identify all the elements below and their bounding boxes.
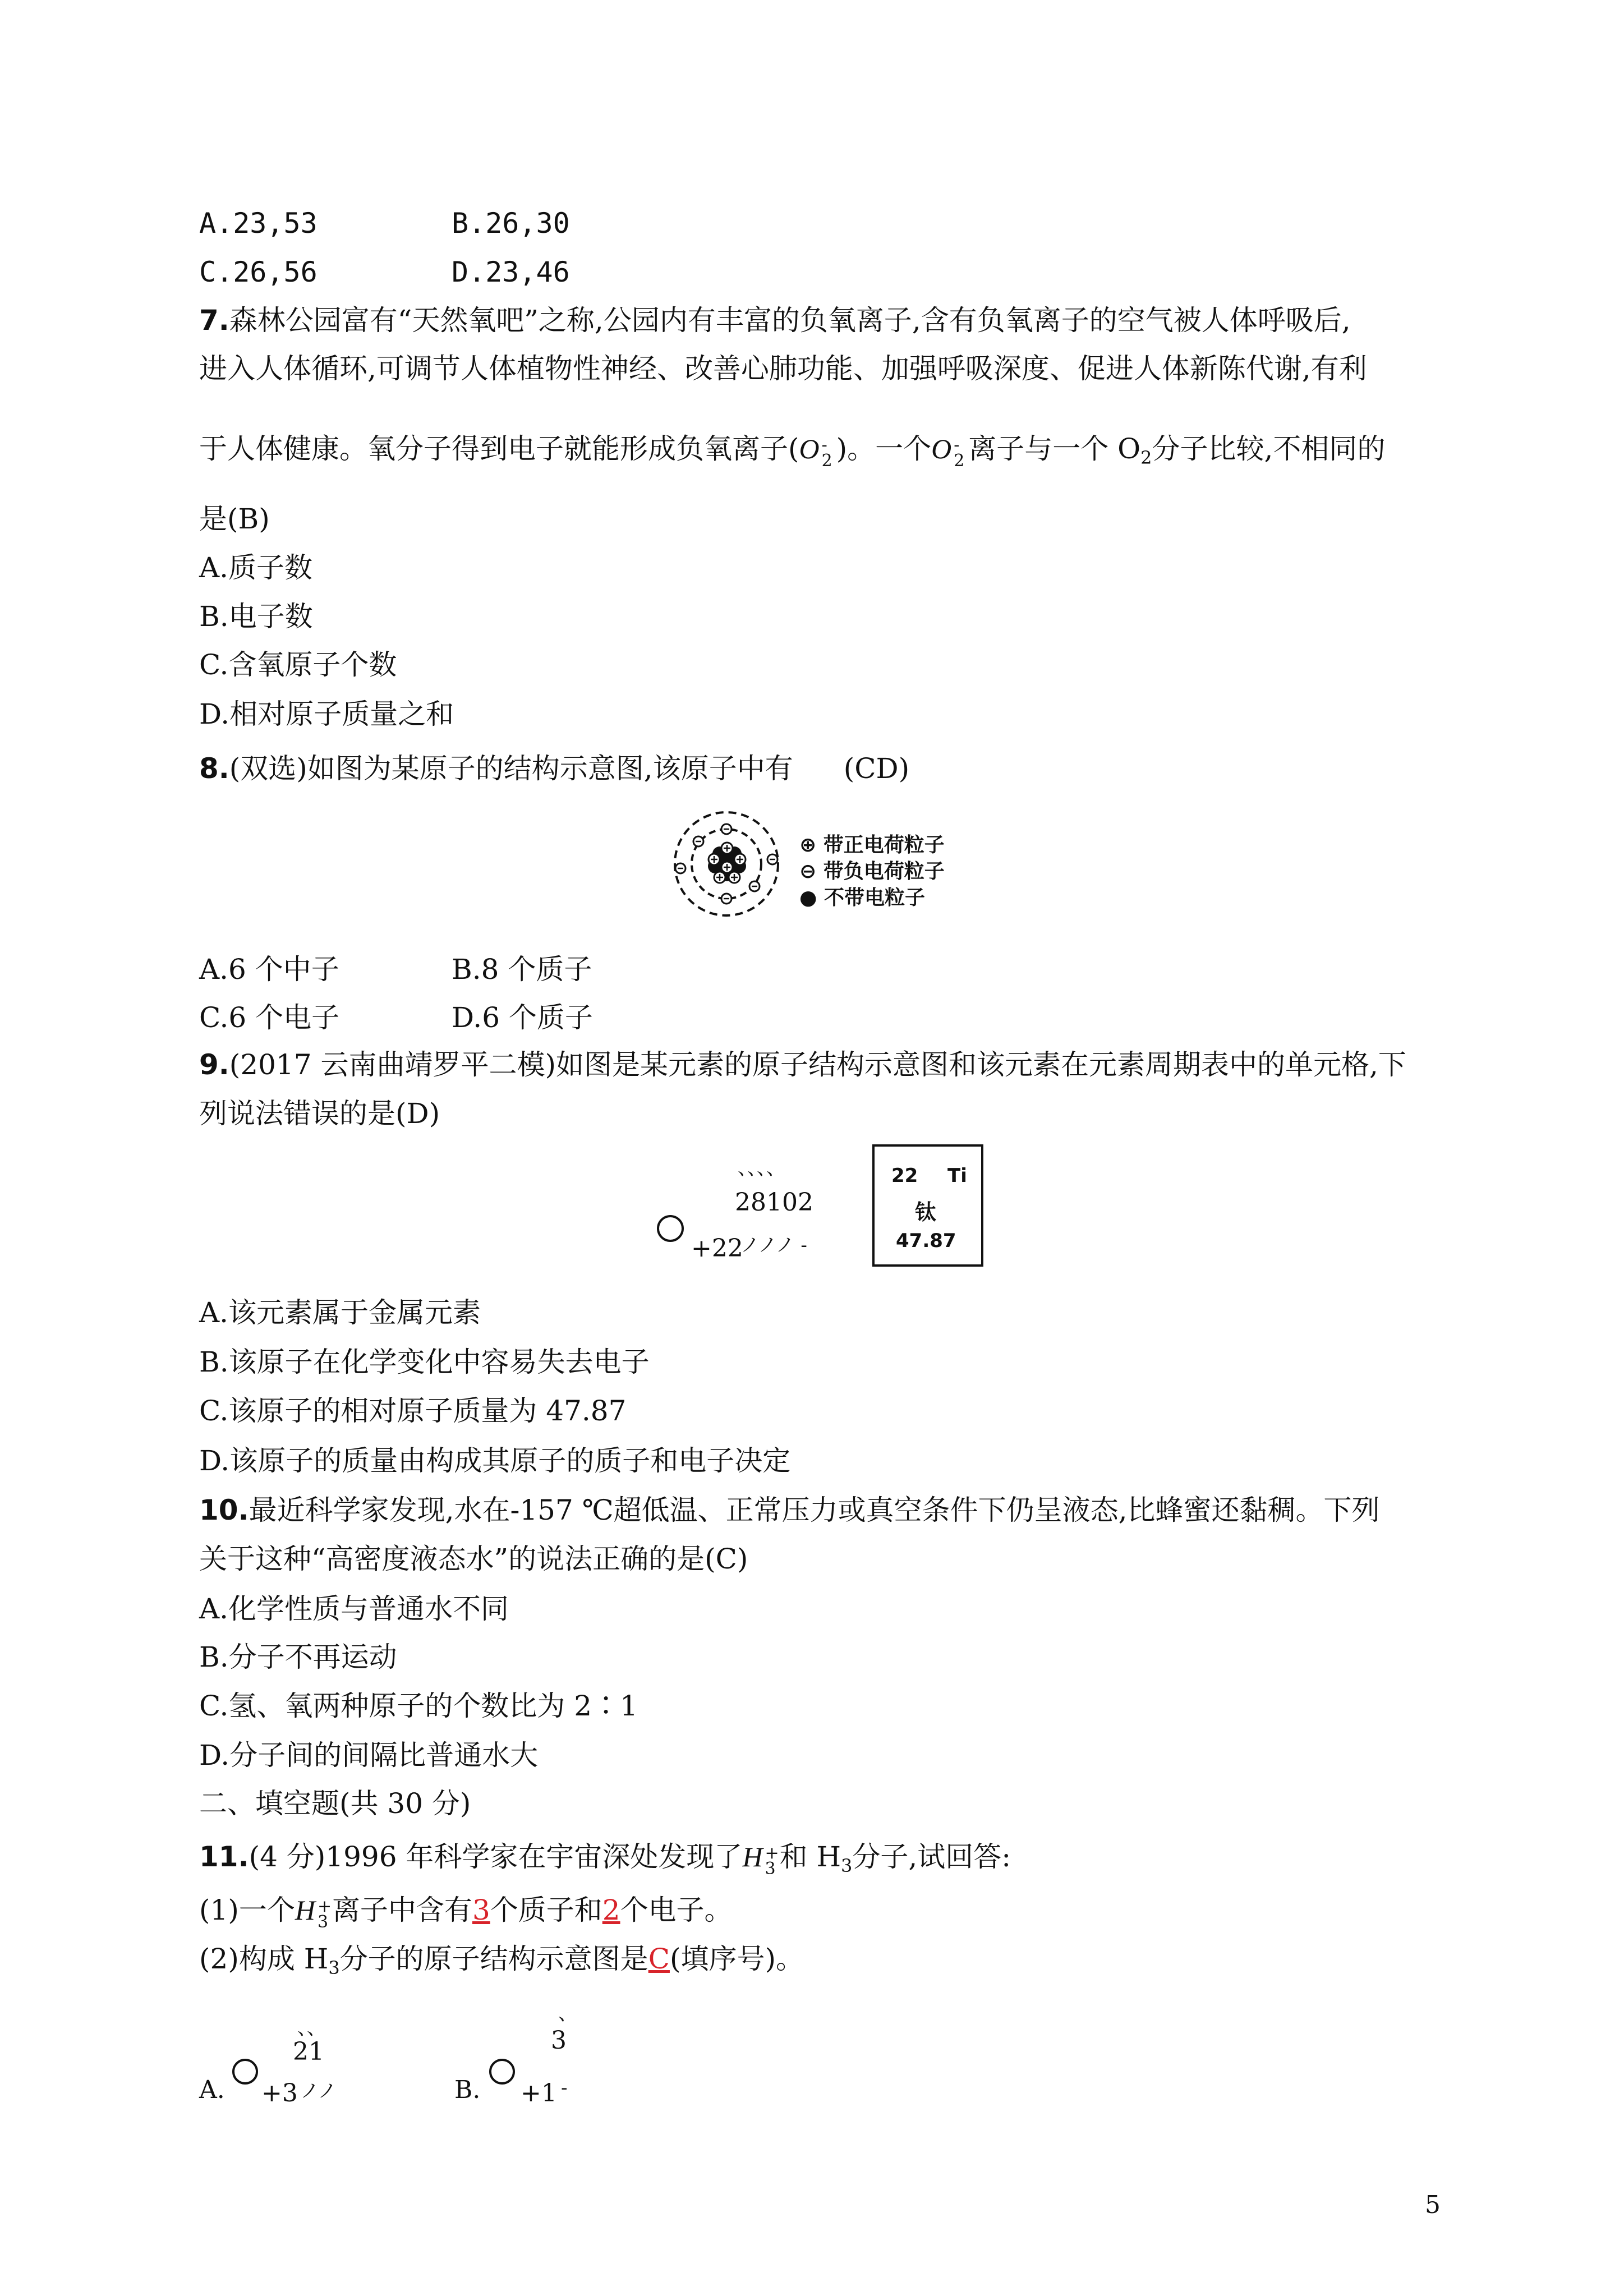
q9-option-c: C.该原子的相对原子质量为 47.87 — [199, 1395, 627, 1427]
q9-option-d: D.该原子的质量由构成其原子的质子和电子决定 — [199, 1444, 791, 1477]
q7-option-d: D.相对原子质量之和 — [199, 698, 454, 730]
q8-option-c: C.6 个电子 — [199, 1001, 340, 1034]
h3-ion-symbol-2: H — [295, 1894, 315, 1926]
q7-option-b: B.电子数 — [199, 600, 313, 633]
q11-option-b-shells: 3 — [551, 2026, 567, 2055]
answer-diagram: C — [648, 1943, 670, 1975]
q11-option-b-label: B. — [454, 2076, 481, 2104]
answer-electrons: 2 — [602, 1894, 620, 1926]
q7-line-3: 于人体健康。氧分子得到电子就能形成负氧离子(O - 2 )。一个O - 2 离子与一个 $O_2$分子比较,不相同的 — [199, 432, 1386, 471]
h3-ion-symbol: H — [742, 1841, 763, 1872]
legend-positive: ⊕ 带正电荷粒子 — [799, 834, 945, 857]
q6-option-b: B.26,30 — [452, 207, 570, 240]
q11-option-b-charge: +1 — [521, 2079, 557, 2108]
q7-line-4: 是(B) — [199, 503, 270, 535]
q8-option-a: A.6 个中子 — [199, 953, 339, 986]
q6-option-d: D.23,46 — [452, 256, 570, 288]
q9-line-2: 列说法错误的是(D) — [199, 1097, 440, 1130]
q6-option-a: A.23,53 — [199, 207, 318, 240]
q11-line-1: 11.(4 分)1996 年科学家在宇宙深处发现了H + 3 和 $H_3$分子,试回答: — [199, 1841, 1011, 1879]
q11-option-a-label: A. — [199, 2076, 225, 2104]
q10-option-a: A.化学性质与普通水不同 — [199, 1593, 509, 1625]
q11-part-1: (1)一个H + 3 离子中含有3个质子和2个电子。 — [199, 1894, 733, 1932]
shell-marks-bottom: ノノノ - — [740, 1234, 807, 1257]
q11-part-2: (2)构成 $H_3$分子的原子结构示意图是C(填序号)。 — [199, 1943, 804, 1978]
oxygen-ion-charge-2: - 2 — [954, 435, 965, 471]
q10-option-c: C.氢、氧两种原子的个数比为 2∶1 — [199, 1690, 638, 1722]
q9-number: 9. — [199, 1048, 229, 1081]
q8-answer: (CD) — [843, 752, 910, 785]
q7-option-c: C.含氧原子个数 — [199, 648, 397, 681]
atomic-mass: 47.87 — [896, 1230, 956, 1252]
shell-electrons: 28102 — [735, 1188, 813, 1217]
nucleus-charge: +22 — [691, 1234, 743, 1263]
answer-protons: 3 — [472, 1894, 490, 1926]
q9-line-1: 9.(2017 云南曲靖罗平二模)如图是某元素的原子结构示意图和该元素在元素周期表中的单元格,下 — [199, 1048, 1406, 1081]
oxygen-ion-charge: - 2 — [821, 435, 832, 471]
q11-option-b-marks: 、 — [558, 2003, 577, 2025]
q7-line-2: 进入人体循环,可调节人体植物性神经、改善心肺功能、加强呼吸深度、促进人体新陈代谢,有利 — [199, 352, 1367, 385]
q10-option-d: D.分子间的间隔比普通水大 — [199, 1739, 539, 1772]
q8-option-b: B.8 个质子 — [452, 953, 592, 986]
nucleus-circle — [655, 1213, 686, 1244]
periodic-table-cell — [872, 1144, 983, 1267]
q11-option-a-marks: 、、 — [297, 2017, 326, 2040]
oxygen-ion-symbol: O — [799, 433, 820, 464]
q10-number: 10. — [199, 1494, 249, 1526]
q9-option-b: B.该原子在化学变化中容易失去电子 — [199, 1346, 650, 1378]
atomic-number: 22 — [891, 1165, 918, 1187]
legend-negative: ⊖ 带负电荷粒子 — [799, 860, 945, 883]
q11-number: 11. — [199, 1841, 249, 1873]
element-name: 钛 — [915, 1200, 937, 1225]
q10-option-b: B.分子不再运动 — [199, 1641, 397, 1673]
atom-structure-diagram — [670, 808, 783, 920]
h3-ion-charge-2: + 3 — [317, 1897, 332, 1932]
q8-number: 8. — [199, 752, 229, 785]
q8-line-1: 8.(双选)如图为某原子的结构示意图,该原子中有 (CD) — [199, 752, 910, 785]
q11-option-b-nucleus — [487, 2056, 517, 2087]
q11-option-a-nucleus — [230, 2056, 260, 2087]
h3-ion-charge: + 3 — [765, 1843, 779, 1879]
q9-option-a: A.该元素属于金属元素 — [199, 1296, 481, 1329]
q7-line-1: 7.森林公园富有“天然氧吧”之称,公园内有丰富的负氧离子,含有负氧离子的空气被人体呼吸后, — [199, 304, 1351, 337]
q11-option-a-shells: 21 — [293, 2037, 324, 2066]
element-symbol: Ti — [947, 1165, 967, 1187]
oxygen-ion-symbol-2: O — [931, 433, 952, 464]
legend-neutral: ● 不带电粒子 — [799, 886, 925, 909]
section-heading: 二、填空题(共 30 分) — [199, 1787, 471, 1820]
q11-option-a-marks-bottom: ノノ — [300, 2080, 337, 2102]
q7-option-a: A.质子数 — [199, 551, 313, 584]
q10-line-2: 关于这种“高密度液态水”的说法正确的是(C) — [199, 1543, 748, 1575]
q8-option-d: D.6 个质子 — [452, 1001, 593, 1034]
q10-line-1: 10.最近科学家发现,水在-157 ℃超低温、正常压力或真空条件下仍呈液态,比蜂蜜还黏稠。下列 — [199, 1494, 1380, 1526]
q11-option-b-marks-bottom: - — [561, 2077, 568, 2099]
q7-number: 7. — [199, 304, 229, 337]
q11-option-a-charge: +3 — [261, 2079, 298, 2108]
q6-option-c: C.26,56 — [199, 256, 318, 288]
page-number: 5 — [1425, 2191, 1441, 2219]
shell-marks-top: 、、、、 — [738, 1157, 785, 1180]
